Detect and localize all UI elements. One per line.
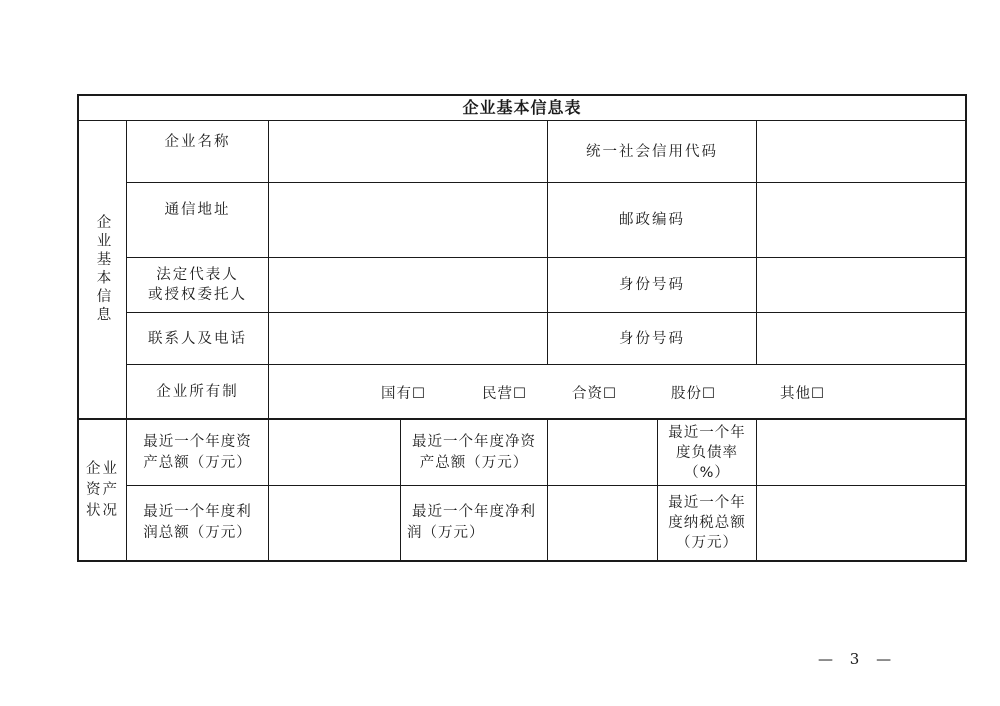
net-profit-field[interactable] xyxy=(548,486,657,560)
section-label-basic-info: 企业基本信息 xyxy=(94,214,111,325)
contact-phone-field[interactable] xyxy=(269,313,547,364)
label-enterprise-name: 企业名称 xyxy=(164,134,231,150)
legal-rep-line2: 或授权委托人 xyxy=(148,287,247,303)
label-net-assets xyxy=(401,420,547,485)
net-profit-line2: 润（万元） xyxy=(407,525,485,541)
tax-line1: 最近一个年 xyxy=(668,495,746,511)
label-ownership: 企业所有制 xyxy=(156,383,239,400)
section-label-asset-status xyxy=(79,420,126,560)
total-profit-line1: 最近一个年度利 xyxy=(143,504,252,520)
tax-total-field[interactable] xyxy=(757,486,965,560)
net-assets-line1: 最近一个年度净资 xyxy=(412,433,536,450)
debt-ratio-line2: 度负债率 xyxy=(676,444,738,461)
net-assets-line2: 产总额（万元） xyxy=(419,454,529,471)
tax-line3: （万元） xyxy=(676,535,738,551)
net-assets-field[interactable] xyxy=(548,420,657,485)
form-title: 企业基本信息表 xyxy=(462,98,582,117)
ownership-option-other[interactable]: 其他☐ xyxy=(780,386,825,402)
legal-representative-field[interactable] xyxy=(269,258,547,312)
enterprise-name-field[interactable] xyxy=(269,121,547,182)
label-tax-total xyxy=(658,486,756,560)
label-address: 通信地址 xyxy=(164,202,231,218)
ownership-option-joint-venture[interactable]: 合资☐ xyxy=(572,386,617,402)
credit-code-field[interactable] xyxy=(757,121,965,182)
tax-line2: 度纳税总额 xyxy=(668,515,746,531)
section-label-asset-status-text: 企业资产状况 xyxy=(86,460,119,519)
address-field[interactable] xyxy=(269,183,547,257)
label-net-profit xyxy=(401,486,547,560)
label-debt-ratio xyxy=(658,420,756,485)
ownership-option-state[interactable]: 国有☐ xyxy=(381,386,426,402)
legal-rep-line1: 法定代表人 xyxy=(156,267,239,283)
net-profit-line1: 最近一个年度净利 xyxy=(412,504,536,520)
page-number: — 3 — xyxy=(818,650,898,668)
total-assets-line1: 最近一个年度资 xyxy=(143,433,252,450)
label-total-profit xyxy=(127,486,268,560)
ownership-option-private[interactable]: 民营☐ xyxy=(482,386,527,402)
label-postal-code: 邮政编码 xyxy=(619,212,685,228)
total-assets-field[interactable] xyxy=(269,420,400,485)
postal-code-field[interactable] xyxy=(757,183,965,257)
id-number-field-1[interactable] xyxy=(757,258,965,312)
total-profit-field[interactable] xyxy=(269,486,400,560)
total-assets-line2: 产总额（万元） xyxy=(143,454,252,471)
label-id-number-2: 身份号码 xyxy=(619,330,685,347)
label-id-number-1: 身份号码 xyxy=(619,277,685,293)
id-number-field-2[interactable] xyxy=(757,313,965,364)
label-contact-phone: 联系人及电话 xyxy=(148,330,247,347)
label-total-assets xyxy=(127,420,268,485)
label-legal-representative xyxy=(127,258,268,312)
total-profit-line2: 润总额（万元） xyxy=(143,525,252,541)
ownership-option-shareholding[interactable]: 股份☐ xyxy=(671,386,716,402)
debt-ratio-field[interactable] xyxy=(757,420,965,485)
label-credit-code: 统一社会信用代码 xyxy=(586,143,718,160)
debt-ratio-line1: 最近一个年 xyxy=(668,424,746,441)
debt-ratio-line3: （%） xyxy=(684,464,730,481)
